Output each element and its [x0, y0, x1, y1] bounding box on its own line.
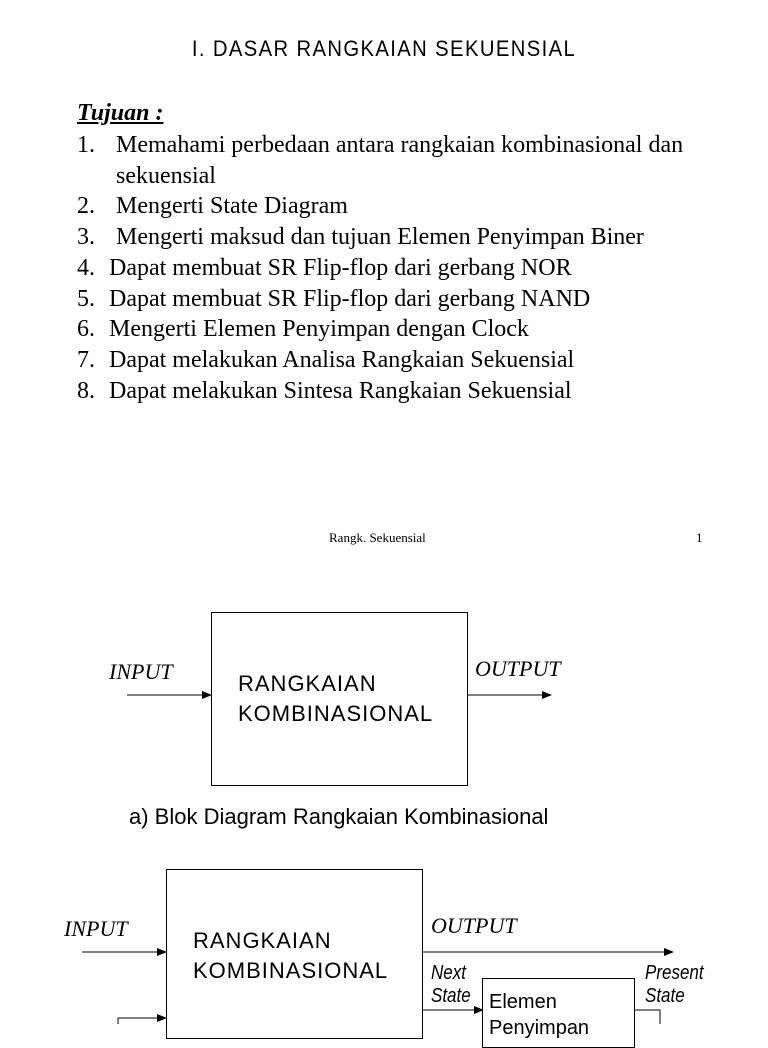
objective-number: 2. [77, 193, 95, 220]
objectives-heading: Tujuan : [77, 100, 164, 126]
combinational-block-b [166, 869, 423, 1039]
page-title: I. DASAR RANGKAIAN SEKUENSIAL [191, 36, 577, 61]
present-state-label-line1: Present [645, 962, 704, 984]
objective-number: 1. [77, 132, 95, 158]
objective-number: 5. [77, 285, 95, 312]
feedback-line [635, 1010, 660, 1024]
objective-text: Dapat melakukan Analisa Rangkaian Sekuensial [109, 346, 575, 373]
combinational-block-a [211, 612, 468, 786]
caption-a: a) Blok Diagram Rangkaian Kombinasional [129, 804, 549, 829]
memory-element-block [482, 978, 635, 1048]
objective-number: 4. [77, 254, 95, 281]
objective-number: 7. [77, 346, 95, 373]
output-label-a: OUTPUT [475, 656, 561, 681]
objective-text: Mengerti State Diagram [116, 193, 348, 220]
objective-number: 6. [77, 316, 95, 343]
input-label-b: INPUT [64, 916, 128, 941]
present-state-label-line2: State [645, 985, 685, 1007]
objective-text: Dapat melakukan Sintesa Rangkaian Sekuensial [109, 377, 572, 404]
block-b-label-line1: RANGKAIAN [193, 928, 332, 953]
objective-text: Dapat membuat SR Flip-flop dari gerbang NOR [109, 254, 572, 281]
input-label-a: INPUT [109, 659, 173, 684]
memory-label-line2: Penyimpan [489, 1017, 590, 1039]
objective-number: 3. [77, 224, 95, 251]
output-label-b: OUTPUT [431, 913, 517, 938]
block-a-label-line1: RANGKAIAN [238, 671, 377, 696]
page-number: 1 [696, 530, 703, 545]
memory-label-line1: Elemen [489, 991, 557, 1013]
objective-number: 8. [77, 377, 95, 404]
objective-text: Memahami perbedaan antara rangkaian kombinasional dan sekuensial [116, 132, 684, 189]
page-footer-text: Rangk. Sekuensial [329, 530, 426, 545]
next-state-label-line1: Next [431, 962, 466, 984]
objective-text: Mengerti Elemen Penyimpan dengan Clock [109, 316, 529, 343]
objective-text: Dapat membuat SR Flip-flop dari gerbang NAND [109, 285, 591, 312]
block-b-label-line2: KOMBINASIONAL [193, 958, 389, 983]
next-state-label-line2: State [431, 985, 471, 1007]
block-a-label-line2: KOMBINASIONAL [238, 701, 434, 726]
objective-text: Mengerti maksud dan tujuan Elemen Penyimpan Biner [116, 224, 644, 251]
